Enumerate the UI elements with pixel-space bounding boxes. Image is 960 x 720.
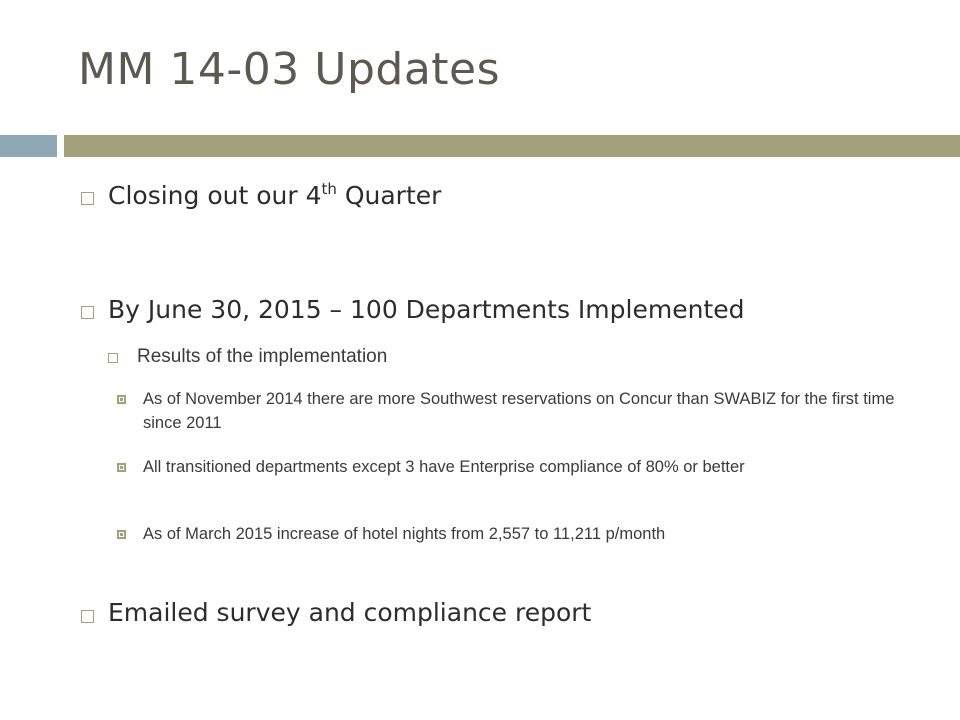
slide-title: MM 14-03 Updates: [78, 44, 501, 95]
square-bullet-icon: [108, 353, 118, 363]
bullet-southwest-reservations: As of November 2014 there are more Southwest reservations on Concur than SWABIZ for the first time since 2011: [143, 390, 895, 432]
title-accent-bar-right: [64, 135, 960, 157]
bullet-text-after: Quarter: [336, 181, 442, 210]
bullet-closing-quarter: [108, 181, 441, 210]
bullet-superscript: th: [321, 180, 337, 198]
square-bullet-icon: [81, 306, 94, 319]
square-bullet-icon: [81, 192, 94, 205]
filled-square-bullet-icon: [117, 395, 126, 404]
square-bullet-icon: [81, 610, 94, 623]
bullet-enterprise-compliance: All transitioned departments except 3 have Enterprise compliance of 80% or better: [143, 458, 745, 476]
title-accent-bar-left: [0, 135, 57, 157]
bullet-emailed-survey: Emailed survey and compliance report: [108, 598, 592, 627]
filled-square-bullet-icon: [117, 530, 126, 539]
bullet-text: Closing out our 4: [108, 181, 322, 210]
bullet-hotel-nights: As of March 2015 increase of hotel nights from 2,557 to 11,211 p/month: [143, 525, 666, 543]
filled-square-bullet-icon: [117, 463, 126, 472]
bullet-departments-implemented: By June 30, 2015 – 100 Departments Implemented: [108, 295, 745, 324]
bullet-results: Results of the implementation: [137, 346, 388, 367]
